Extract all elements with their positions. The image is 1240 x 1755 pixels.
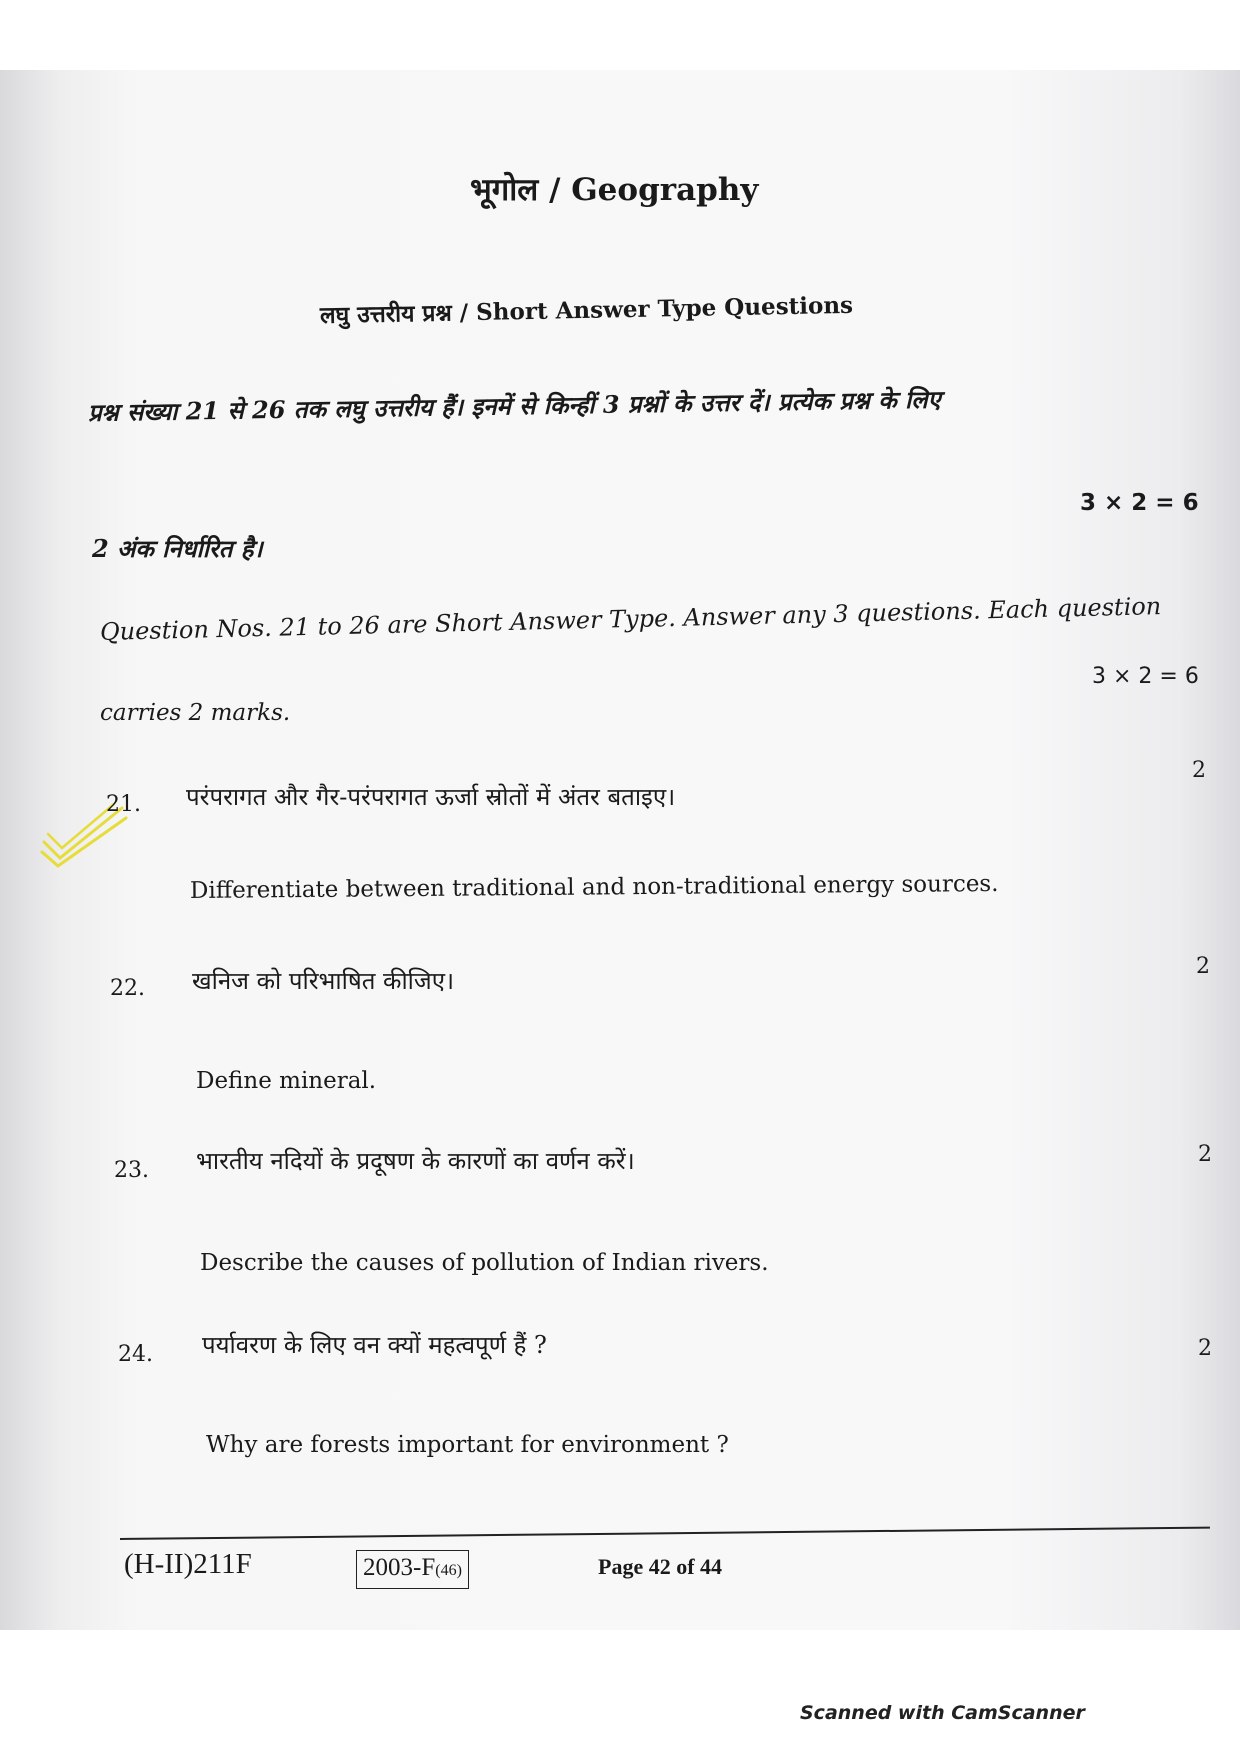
question-marks: 2 (1198, 1142, 1212, 1167)
question-english: Describe the causes of pollution of Indian rivers. (200, 1250, 769, 1276)
english-instruction-line-1: Question Nos. 21 to 26 are Short Answer Type. Answer any 3 questions. Each question (99, 592, 1162, 646)
paper-code: (H-II)211F (124, 1548, 252, 1580)
scanner-watermark: Scanned with CamScanner (800, 1702, 1085, 1724)
question-number: 24. (118, 1342, 153, 1367)
question-marks: 2 (1192, 758, 1206, 783)
paper-series-box (356, 1550, 469, 1589)
question-english: Why are forests important for environment ? (206, 1432, 729, 1458)
question-marks: 2 (1196, 954, 1210, 979)
question-hindi: परंपरागत और गैर-परंपरागत ऊर्जा स्रोतों में अंतर बताइए। (186, 783, 676, 811)
page-number: Page 42 of 44 (598, 1554, 723, 1579)
question-number: 23. (114, 1158, 149, 1183)
question-english: Differentiate between traditional and non-traditional energy sources. (189, 870, 999, 904)
question-hindi: भारतीय नदियों के प्रदूषण के कारणों का वर्णन करें। (196, 1147, 635, 1175)
question-number: 22. (110, 976, 145, 1001)
question-hindi: पर्यावरण के लिए वन क्यों महत्वपूर्ण हैं ? (202, 1331, 547, 1359)
paper-series: 2003-F (363, 1554, 436, 1581)
question-english: Define mineral. (196, 1068, 377, 1094)
page-title: भूगोल / Geography (470, 172, 759, 208)
section-title: लघु उत्तरीय प्रश्न / Short Answer Type Questions (319, 291, 854, 329)
english-instruction-line-2: carries 2 marks. (100, 700, 291, 726)
hindi-instruction-line-2: 2 अंक निर्धारित है। (92, 534, 263, 563)
question-marks: 2 (1198, 1336, 1212, 1361)
question-number: 21. (106, 792, 141, 817)
hindi-instruction-line-1: प्रश्न संख्या 21 से 26 तक लघु उत्तरीय हैं। इनमें से किन्हीं 3 प्रश्नों के उत्तर दें। प्रत्येक प्रश्न के लिए (87, 384, 941, 427)
paper-series-sub: (46) (435, 1562, 462, 1579)
question-hindi: खनिज को परिभाषित कीजिए। (192, 967, 455, 995)
hindi-marks-scheme: 3 × 2 = 6 (1080, 490, 1199, 516)
english-marks-scheme: 3 × 2 = 6 (1092, 664, 1199, 689)
